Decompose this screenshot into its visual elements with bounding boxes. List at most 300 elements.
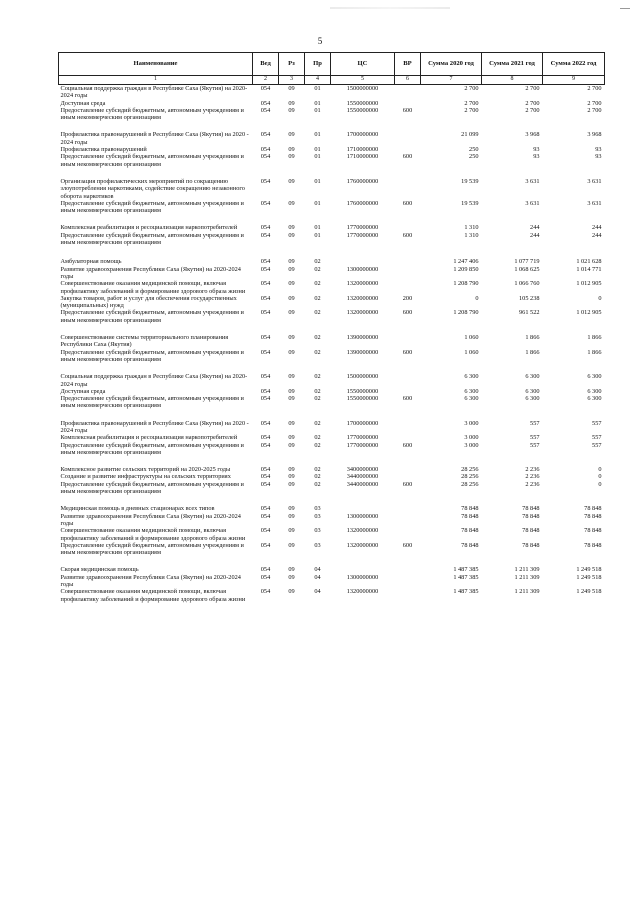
row-pr: 01 [314, 224, 321, 232]
row-sum-2022: 557 [592, 419, 602, 427]
row-pr: 03 [314, 505, 321, 513]
row-spacer [59, 324, 605, 334]
row-sum-2021: 78 848 [522, 512, 540, 520]
row-ved: 054 [260, 480, 271, 488]
row-vr [395, 146, 421, 153]
table-row [59, 481, 605, 496]
row-cs: 1390000000 [346, 334, 379, 342]
row-pr: 01 [314, 177, 321, 185]
table-row [59, 153, 605, 168]
row-pr: 01 [314, 231, 321, 239]
row-sum-2021: 78 848 [522, 541, 540, 549]
row-pr: 02 [314, 265, 321, 273]
row-name: Предоставление субсидий бюджетным, автономным учреждениям и иным некоммерческим организациям [60, 309, 244, 324]
row-sum-2021: 93 [533, 146, 540, 154]
row-vr [395, 588, 421, 603]
row-spacer-cell [59, 410, 605, 420]
row-cs: 1300000000 [346, 573, 379, 581]
row-ved: 054 [260, 334, 271, 342]
row-sum-2022: 1 866 [587, 334, 602, 342]
row-vr [395, 420, 421, 435]
row-sum-2021: 2 700 [525, 99, 540, 107]
row-ved: 054 [260, 177, 271, 185]
row-rz: 09 [288, 505, 295, 513]
row-spacer [59, 121, 605, 131]
row-cs: 1550000000 [346, 387, 379, 395]
row-sum-2022: 2 700 [587, 99, 602, 107]
row-cs: 1770000000 [346, 434, 379, 442]
row-vr [395, 280, 421, 295]
row-rz: 09 [288, 231, 295, 239]
row-cs: 1550000000 [346, 106, 379, 114]
row-rz: 09 [288, 387, 295, 395]
row-name: Доступная среда [60, 99, 106, 107]
row-sum-2020: 2 700 [464, 85, 479, 92]
row-rz: 09 [288, 309, 295, 317]
row-vr [395, 434, 421, 441]
row-sum-2022: 244 [592, 231, 602, 239]
table-row [59, 388, 605, 395]
row-sum-2022: 0 [598, 466, 602, 474]
row-cs: 3440000000 [346, 473, 379, 481]
row-ved: 054 [260, 466, 271, 474]
row-sum-2022: 1 866 [587, 348, 602, 356]
row-name: Профилактика правонарушений в Республике Саха (Якутия) на 2020 - 2024 годы [60, 419, 249, 434]
row-vr: 600 [402, 348, 413, 356]
row-vr [395, 258, 421, 265]
row-rz: 09 [288, 153, 295, 161]
table-row [59, 442, 605, 457]
row-name: Социальная поддержка граждан в Республике Саха (Якутия) на 2020-2024 годы [60, 85, 248, 100]
table-row [59, 309, 605, 324]
row-name: Организация профилактических мероприятий по сокращению злоупотребления наркотиками, содействие сокращению незаконного оборота наркотиков [60, 177, 245, 200]
row-ved: 054 [260, 224, 271, 232]
row-sum-2020: 1 487 385 [453, 588, 479, 596]
row-sum-2021: 1 211 309 [514, 588, 540, 596]
row-ved: 054 [260, 294, 271, 302]
header-rz: Рз [279, 53, 305, 76]
row-sum-2022: 78 848 [584, 505, 602, 513]
row-sum-2022: 557 [592, 434, 602, 442]
row-sum-2022: 93 [595, 153, 602, 161]
row-spacer [59, 556, 605, 566]
table-row [59, 258, 605, 265]
row-name: Создание и развитие инфраструктуры на сельских территориях [60, 473, 231, 481]
row-sum-2021: 78 848 [522, 527, 540, 535]
row-sum-2020: 28 256 [461, 473, 479, 481]
row-sum-2020: 28 256 [461, 466, 479, 474]
budget-table [58, 52, 605, 603]
row-rz: 09 [288, 294, 295, 302]
row-sum-2021: 2 236 [525, 473, 540, 481]
row-cs: 1710000000 [346, 153, 379, 161]
row-vr [395, 373, 421, 388]
row-spacer [59, 214, 605, 224]
row-spacer-cell [59, 121, 605, 131]
row-rz: 09 [288, 588, 295, 596]
row-sum-2021: 6 300 [525, 387, 540, 395]
row-cs [331, 258, 395, 265]
row-sum-2020: 78 848 [461, 512, 479, 520]
row-name: Комплексное развитие сельских территорий на 2020-2025 годы [60, 466, 231, 474]
row-vr [395, 388, 421, 395]
row-cs: 1500000000 [346, 85, 379, 92]
row-name: Развитие здравоохранения Республики Саха (Якутия) на 2020-2024 годы [60, 512, 241, 527]
row-sum-2020: 3 000 [464, 441, 479, 449]
row-sum-2020: 3 000 [464, 419, 479, 427]
row-ved: 054 [260, 106, 271, 114]
table-row [59, 146, 605, 153]
row-spacer-cell [59, 246, 605, 258]
row-cs: 1710000000 [346, 146, 379, 154]
row-pr: 01 [314, 199, 321, 207]
row-name: Предоставление субсидий бюджетным, автономным учреждениям и иным некоммерческим организациям [60, 231, 244, 247]
row-name: Медицинская помощь в дневных стационарах всех типов [60, 505, 215, 513]
row-ved: 054 [260, 473, 271, 481]
row-sum-2022: 1 021 628 [576, 258, 602, 266]
row-sum-2021: 6 300 [525, 395, 540, 403]
row-cs: 1770000000 [346, 224, 379, 232]
row-rz: 09 [288, 373, 295, 381]
row-sum-2020: 78 848 [461, 541, 479, 549]
row-pr: 01 [314, 85, 321, 92]
row-sum-2022: 78 848 [584, 527, 602, 535]
row-sum-2022: 93 [595, 146, 602, 154]
row-ved: 054 [260, 441, 271, 449]
row-sum-2021: 557 [530, 419, 540, 427]
row-sum-2020: 28 256 [461, 480, 479, 488]
header-number-row [59, 76, 605, 85]
table-row [59, 280, 605, 295]
row-spacer [59, 410, 605, 420]
row-rz: 09 [288, 131, 295, 139]
row-cs: 1320000000 [346, 588, 379, 596]
row-pr: 01 [314, 153, 321, 161]
row-spacer-cell [59, 214, 605, 224]
row-pr: 02 [314, 309, 321, 317]
row-name: Предоставление субсидий бюджетным, автономным учреждениям и иным некоммерческим организациям [60, 395, 244, 410]
row-pr: 02 [314, 419, 321, 427]
row-sum-2021: 93 [533, 153, 540, 161]
row-sum-2020: 19 539 [461, 177, 479, 185]
row-rz: 09 [288, 106, 295, 114]
row-sum-2020: 1 487 385 [453, 573, 479, 581]
row-sum-2020: 1 208 790 [453, 309, 479, 317]
row-pr: 02 [314, 294, 321, 302]
row-vr: 600 [402, 541, 413, 549]
row-pr: 02 [314, 434, 321, 442]
row-name: Комплексная реабилитация и ресоциализация наркопотребителей [60, 434, 238, 442]
table-row [59, 100, 605, 107]
header-number: 5 [331, 76, 395, 85]
table-row [59, 232, 605, 247]
row-sum-2021: 3 631 [525, 199, 540, 207]
row-rz: 09 [288, 99, 295, 107]
row-rz: 09 [288, 395, 295, 403]
row-sum-2022: 244 [592, 224, 602, 232]
row-pr: 02 [314, 387, 321, 395]
row-sum-2022: 78 848 [584, 512, 602, 520]
row-vr: 600 [402, 395, 413, 403]
row-sum-2020: 1 060 [464, 348, 479, 356]
row-vr [395, 473, 421, 480]
row-rz: 09 [288, 85, 295, 92]
table-row [59, 574, 605, 589]
row-pr: 04 [314, 573, 321, 581]
row-sum-2021: 6 300 [525, 373, 540, 381]
row-name: Профилактика правонарушений [60, 146, 147, 154]
row-vr: 600 [402, 441, 413, 449]
row-cs: 1770000000 [346, 231, 379, 239]
row-sum-2022: 3 631 [587, 199, 602, 207]
row-sum-2021: 2 700 [525, 106, 540, 114]
row-pr: 02 [314, 373, 321, 381]
table-row [59, 266, 605, 281]
row-sum-2020: 0 [475, 294, 479, 302]
row-spacer [59, 495, 605, 505]
row-ved: 054 [260, 573, 271, 581]
row-vr [395, 334, 421, 349]
row-sum-2022: 1 249 518 [576, 573, 602, 581]
row-name: Амбулаторная помощь [60, 258, 122, 266]
table-row [59, 505, 605, 512]
row-pr: 03 [314, 541, 321, 549]
row-pr: 02 [314, 480, 321, 488]
row-cs: 1320000000 [346, 309, 379, 317]
row-sum-2022: 1 249 518 [576, 566, 602, 574]
header-number: 9 [543, 76, 605, 85]
row-name: Совершенствование оказания медицинской помощи, включая профилактику заболеваний и формирование здорового образа жизни [60, 588, 246, 603]
scan-corner-mark [620, 8, 630, 9]
row-name: Совершенствование оказания медицинской помощи, включая профилактику заболеваний и формирование здорового образа жизни [60, 527, 246, 542]
row-rz: 09 [288, 280, 295, 288]
row-sum-2020: 6 300 [464, 387, 479, 395]
row-vr [395, 505, 421, 512]
row-rz: 09 [288, 527, 295, 535]
row-spacer [59, 246, 605, 258]
table-row [59, 85, 605, 100]
row-cs: 1300000000 [346, 512, 379, 520]
row-pr: 02 [314, 441, 321, 449]
row-sum-2021: 557 [530, 434, 540, 442]
row-cs [331, 566, 395, 573]
row-sum-2020: 1 487 385 [453, 566, 479, 574]
row-ved: 054 [260, 387, 271, 395]
row-cs: 1320000000 [346, 294, 379, 302]
row-ved: 054 [260, 258, 271, 266]
row-sum-2022: 1 249 518 [576, 588, 602, 596]
row-sum-2021: 3 631 [525, 177, 540, 185]
row-ved: 054 [260, 153, 271, 161]
row-vr [395, 513, 421, 528]
row-sum-2020: 2 700 [464, 106, 479, 114]
row-name: Предоставление субсидий бюджетным, автономным учреждениям и иным некоммерческим организациям [60, 106, 244, 122]
row-rz: 09 [288, 512, 295, 520]
row-sum-2021: 2 700 [525, 85, 540, 92]
row-cs: 3440000000 [346, 480, 379, 488]
table-row [59, 466, 605, 473]
row-cs: 1700000000 [346, 419, 379, 427]
row-sum-2020: 1 209 850 [453, 265, 479, 273]
row-rz: 09 [288, 573, 295, 581]
header-row [59, 53, 605, 76]
row-rz: 09 [288, 146, 295, 154]
row-cs: 1700000000 [346, 131, 379, 139]
row-pr: 03 [314, 527, 321, 535]
header-number: 2 [253, 76, 279, 85]
row-sum-2022: 6 300 [587, 395, 602, 403]
row-sum-2022: 78 848 [584, 541, 602, 549]
row-cs: 1320000000 [346, 527, 379, 535]
row-ved: 054 [260, 280, 271, 288]
row-spacer-cell [59, 363, 605, 373]
row-sum-2021: 3 968 [525, 131, 540, 139]
table-row [59, 588, 605, 603]
row-sum-2020: 78 848 [461, 527, 479, 535]
row-sum-2022: 1 014 771 [576, 265, 602, 273]
row-sum-2021: 244 [530, 231, 540, 239]
header-number: 8 [482, 76, 543, 85]
row-sum-2021: 2 236 [525, 466, 540, 474]
table-row [59, 349, 605, 364]
row-name: Профилактика правонарушений в Республике Саха (Якутия) на 2020 - 2024 годы [60, 131, 249, 146]
row-sum-2021: 1 866 [525, 334, 540, 342]
row-sum-2020: 1 310 [464, 231, 479, 239]
header-number: 3 [279, 76, 305, 85]
row-sum-2020: 19 539 [461, 199, 479, 207]
row-sum-2022: 6 300 [587, 387, 602, 395]
row-sum-2021: 1 066 760 [514, 280, 540, 288]
row-rz: 09 [288, 348, 295, 356]
table-row [59, 224, 605, 231]
row-sum-2022: 3 631 [587, 177, 602, 185]
row-vr: 600 [402, 106, 413, 114]
row-vr: 600 [402, 153, 413, 161]
row-spacer [59, 168, 605, 178]
header-number: 7 [421, 76, 482, 85]
row-rz: 09 [288, 419, 295, 427]
table-row [59, 513, 605, 528]
row-vr: 600 [402, 480, 413, 488]
row-vr [395, 85, 421, 100]
table-row [59, 334, 605, 349]
row-sum-2021: 1 211 309 [514, 573, 540, 581]
row-cs: 1550000000 [346, 99, 379, 107]
row-name: Совершенствование системы территориального планирования Республики Саха (Якутия) [60, 334, 229, 349]
header-sum-2021: Сумма 2021 год [482, 53, 543, 76]
row-sum-2022: 6 300 [587, 373, 602, 381]
row-name: Предоставление субсидий бюджетным, автономным учреждениям и иным некоммерческим организациям [60, 153, 244, 168]
row-name: Развитие здравоохранения Республики Саха (Якутия) на 2020-2024 годы [60, 265, 241, 280]
row-sum-2022: 557 [592, 441, 602, 449]
row-cs: 1550000000 [346, 395, 379, 403]
row-ved: 054 [260, 512, 271, 520]
row-sum-2022: 3 968 [587, 131, 602, 139]
row-pr: 02 [314, 395, 321, 403]
table-row [59, 434, 605, 441]
row-rz: 09 [288, 566, 295, 574]
row-ved: 054 [260, 85, 271, 92]
row-sum-2021: 244 [530, 224, 540, 232]
row-vr [395, 224, 421, 231]
row-cs: 1770000000 [346, 441, 379, 449]
row-pr: 04 [314, 588, 321, 596]
row-sum-2022: 1 012 905 [576, 309, 602, 317]
header-sum-2022: Сумма 2022 год [543, 53, 605, 76]
row-ved: 054 [260, 541, 271, 549]
row-ved: 054 [260, 566, 271, 574]
row-vr [395, 566, 421, 573]
table-row [59, 131, 605, 146]
row-cs [331, 505, 395, 512]
row-sum-2021: 1 211 309 [514, 566, 540, 574]
page-number: 5 [317, 36, 323, 46]
table-row [59, 473, 605, 480]
row-cs: 1320000000 [346, 541, 379, 549]
row-name: Закупка товаров, работ и услуг для обеспечения государственных (муниципальных) нужд [60, 294, 237, 310]
row-vr [395, 178, 421, 200]
row-sum-2020: 250 [469, 153, 479, 161]
row-sum-2020: 1 310 [464, 224, 479, 232]
row-sum-2020: 6 300 [464, 395, 479, 403]
row-name: Развитие здравоохранения Республики Саха (Якутия) на 2020-2024 годы [60, 573, 241, 589]
header-name: Наименование [59, 53, 253, 76]
row-sum-2020: 78 848 [461, 505, 479, 513]
row-ved: 054 [260, 199, 271, 207]
row-pr: 02 [314, 334, 321, 342]
row-name: Предоставление субсидий бюджетным, автономным учреждениям и иным некоммерческим организациям [60, 541, 244, 557]
row-ved: 054 [260, 419, 271, 427]
row-pr: 03 [314, 512, 321, 520]
row-vr [395, 466, 421, 473]
row-vr [395, 527, 421, 542]
row-spacer-cell [59, 456, 605, 466]
row-ved: 054 [260, 146, 271, 154]
row-rz: 09 [288, 334, 295, 342]
row-rz: 09 [288, 224, 295, 232]
row-sum-2020: 2 700 [464, 99, 479, 107]
row-rz: 09 [288, 473, 295, 481]
row-ved: 054 [260, 348, 271, 356]
row-rz: 09 [288, 434, 295, 442]
row-sum-2021: 78 848 [522, 505, 540, 513]
row-cs: 1300000000 [346, 265, 379, 273]
row-pr: 02 [314, 280, 321, 288]
row-sum-2020: 6 300 [464, 373, 479, 381]
row-vr: 600 [402, 231, 413, 239]
row-ved: 054 [260, 395, 271, 403]
table-row [59, 395, 605, 410]
row-name: Комплексная реабилитация и ресоциализация наркопотребителей [60, 224, 238, 232]
row-vr: 600 [402, 309, 413, 317]
header-vr: ВР [395, 53, 421, 76]
row-rz: 09 [288, 199, 295, 207]
row-pr: 02 [314, 473, 321, 481]
table-row [59, 566, 605, 573]
table-row [59, 178, 605, 200]
row-rz: 09 [288, 480, 295, 488]
row-vr [395, 574, 421, 589]
row-spacer-cell [59, 556, 605, 566]
header-cs: ЦС [331, 53, 395, 76]
row-ved: 054 [260, 527, 271, 535]
header-sum-2020: Сумма 2020 год [421, 53, 482, 76]
row-spacer [59, 456, 605, 466]
row-sum-2021: 2 236 [525, 480, 540, 488]
row-vr: 600 [402, 199, 413, 207]
row-pr: 02 [314, 466, 321, 474]
table-row [59, 542, 605, 557]
